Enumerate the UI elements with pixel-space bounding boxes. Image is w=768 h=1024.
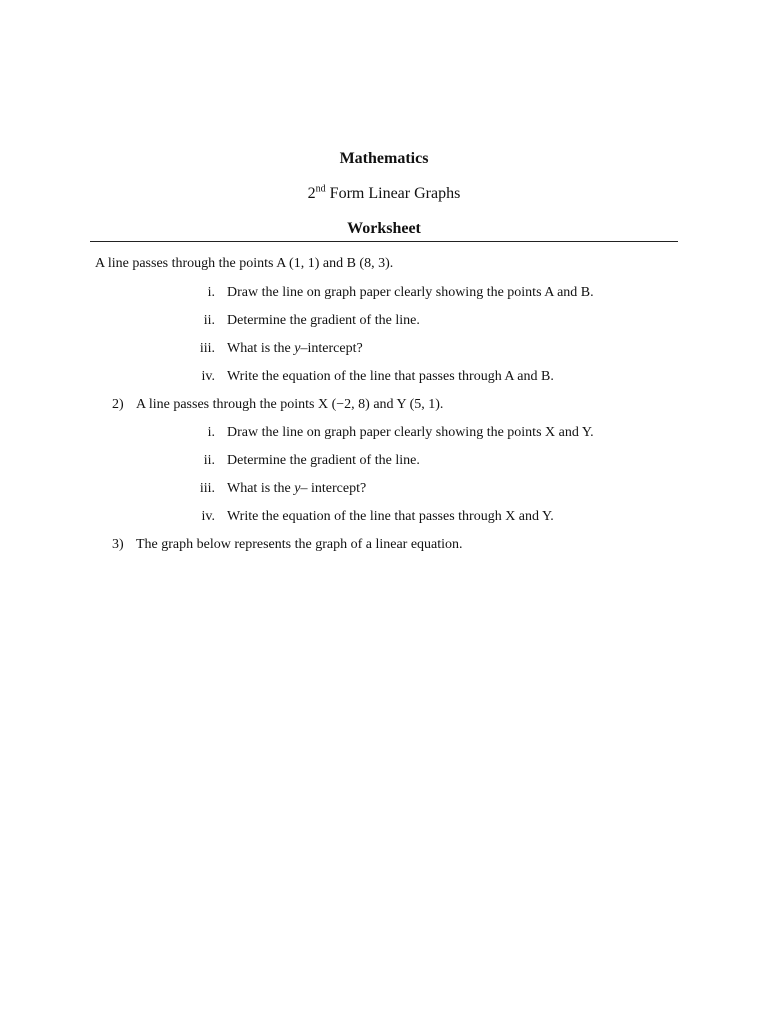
question-2-text: A line passes through the points X (−2, 8) and Y (5, 1).	[136, 397, 444, 412]
question-1-part-iii-number: iii.	[199, 341, 215, 356]
question-2-part-iv-text: Write the equation of the line that passes through X and Y.	[227, 509, 554, 524]
variable-y: y	[294, 481, 301, 496]
subtitle-text: Form Linear Graphs	[325, 185, 461, 202]
part-iii-suffix: – intercept?	[300, 481, 367, 496]
question-1-part-iv-number: iv.	[201, 369, 215, 384]
part-iii-suffix: –intercept?	[300, 341, 363, 356]
question-2-part-i-text: Draw the line on graph paper clearly showing the points X and Y.	[227, 425, 594, 440]
part-iii-prefix: What is the	[227, 481, 295, 496]
question-1-text: A line passes through the points A (1, 1) and B (8, 3).	[95, 256, 394, 271]
variable-y: y	[294, 341, 301, 356]
question-1-part-iii-text	[227, 341, 363, 357]
question-2-part-iii-text	[227, 481, 366, 497]
question-2-part-iii-number: iii.	[199, 481, 215, 496]
page-subtitle	[0, 185, 768, 203]
question-2-part-iv-number: iv.	[201, 509, 215, 524]
question-1-part-i-text: Draw the line on graph paper clearly showing the points A and B.	[227, 285, 594, 300]
question-3-number: 3)	[112, 537, 124, 552]
question-2-part-i-number: i.	[207, 425, 215, 440]
question-3-text: The graph below represents the graph of a linear equation.	[136, 537, 463, 552]
question-2-part-ii-number: ii.	[203, 453, 215, 468]
worksheet-title: Worksheet	[347, 220, 421, 237]
header-divider	[90, 241, 678, 242]
page-title: Mathematics	[339, 150, 429, 167]
question-2-number: 2)	[112, 397, 124, 412]
part-iii-prefix: What is the	[227, 341, 295, 356]
question-2-part-ii-text: Determine the gradient of the line.	[227, 453, 420, 468]
subtitle-number: 2	[307, 185, 316, 202]
question-1-part-i-number: i.	[207, 285, 215, 300]
question-1-part-ii-number: ii.	[203, 313, 215, 328]
question-1-part-iv-text: Write the equation of the line that passes through A and B.	[227, 369, 554, 384]
question-1-part-ii-text: Determine the gradient of the line.	[227, 313, 420, 328]
subtitle-superscript: nd	[315, 183, 326, 195]
